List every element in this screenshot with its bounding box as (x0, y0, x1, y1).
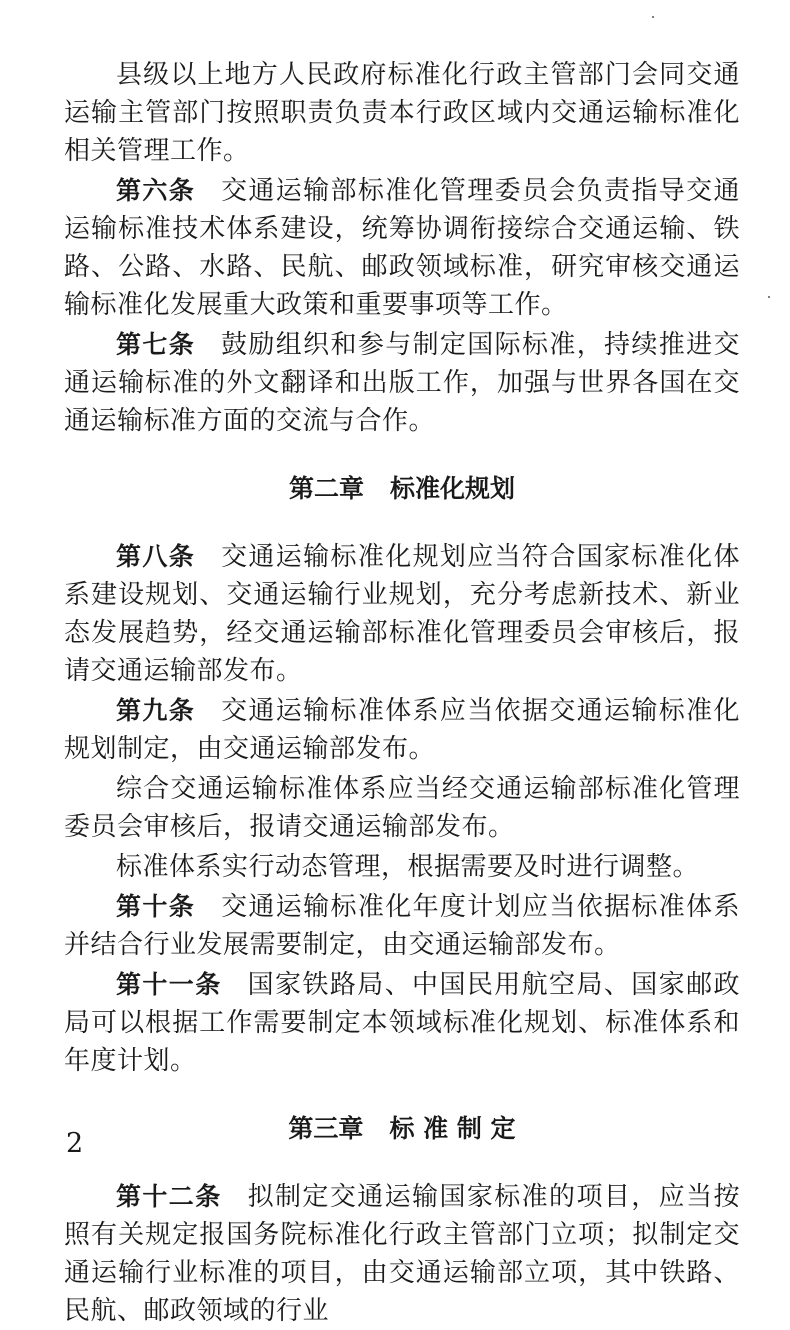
paragraph-text: 标准体系实行动态管理，根据需要及时进行调整。 (116, 852, 700, 882)
paragraph-text: 拟制定交通运输国家标准的项目，应当按照有关规定报国务院标准化行政主管部门立项；拟制定交通运输行业标准的项目，由交通运输部立项，其中铁路、民航、邮政领域的行业 (64, 1182, 740, 1326)
article-7 (64, 326, 740, 440)
article-12 (64, 1178, 740, 1330)
chapter-2-heading (64, 470, 740, 508)
article-9-para-3 (64, 848, 740, 886)
paragraph-text: 交通运输部标准化管理委员会负责指导交通运输标准技术体系建设，统筹协调衔接综合交通运输、铁路、公路、水路、民航、邮政领域标准，研究审核交通运输标准化发展重大政策和重要事项等工作。 (64, 176, 740, 320)
article-9 (64, 692, 740, 768)
article-6 (64, 172, 740, 324)
article-heading: 第七条 (116, 330, 196, 359)
article-heading: 第十条 (116, 892, 196, 921)
chapter-3-heading (64, 1110, 740, 1148)
document-page (64, 56, 740, 1330)
paragraph-intro (64, 56, 740, 170)
article-heading: 第十二条 (116, 1182, 222, 1211)
article-10 (64, 888, 740, 964)
paragraph-text: 鼓励组织和参与制定国际标准，持续推进交通运输标准的外文翻译和出版工作，加强与世界各国在交通运输标准方面的交流与合作。 (64, 330, 740, 436)
article-9-para-2 (64, 770, 740, 846)
scan-speck (652, 16, 654, 18)
chapter-number: 第二章 (288, 474, 364, 503)
article-heading: 第十一条 (116, 970, 222, 999)
paragraph-text: 综合交通运输标准体系应当经交通运输部标准化管理委员会审核后，报请交通运输部发布。 (64, 774, 740, 842)
paragraph-text: 国家铁路局、中国民用航空局、国家邮政局可以根据工作需要制定本领域标准化规划、标准体系和年度计划。 (64, 970, 740, 1076)
paragraph-text: 交通运输标准体系应当依据交通运输标准化规划制定，由交通运输部发布。 (64, 696, 740, 764)
article-8 (64, 538, 740, 690)
paragraph-text: 交通运输标准化规划应当符合国家标准化体系建设规划、交通运输行业规划，充分考虑新技术、新业态发展趋势，经交通运输部标准化管理委员会审核后，报请交通运输部发布。 (64, 542, 740, 686)
article-heading: 第六条 (116, 176, 196, 205)
chapter-title: 标准化规划 (390, 474, 516, 503)
chapter-number: 第三章 (288, 1114, 364, 1143)
paragraph-text: 交通运输标准化年度计划应当依据标准体系并结合行业发展需要制定，由交通运输部发布。 (64, 892, 740, 960)
article-heading: 第八条 (116, 542, 196, 571)
page-number: 2 (66, 1128, 84, 1159)
article-11 (64, 966, 740, 1080)
chapter-title: 标 准 制 定 (389, 1114, 516, 1143)
article-heading: 第九条 (116, 696, 196, 725)
scan-speck (768, 296, 770, 298)
paragraph-text: 县级以上地方人民政府标准化行政主管部门会同交通运输主管部门按照职责负责本行政区域内交通运输标准化相关管理工作。 (64, 60, 740, 166)
